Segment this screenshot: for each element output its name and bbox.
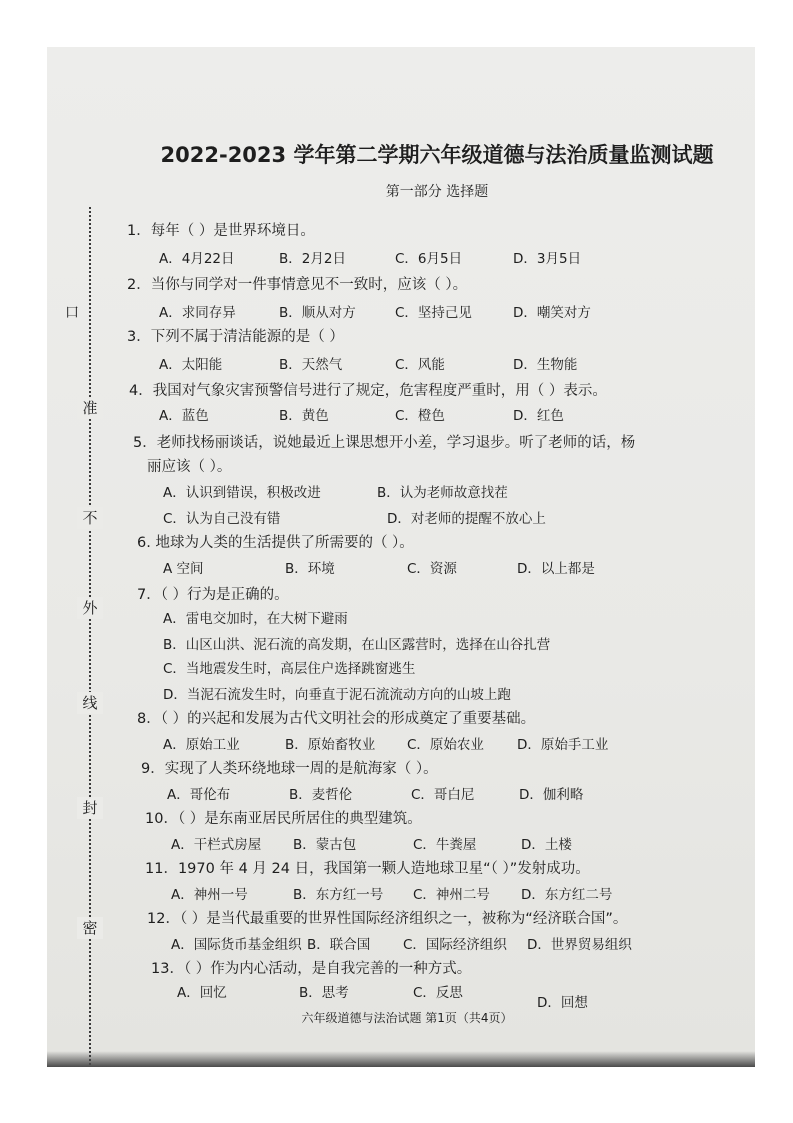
option: A．原始工业 xyxy=(163,737,240,753)
option: C．神州二号 xyxy=(413,887,490,903)
option: B．2月2日 xyxy=(279,251,346,267)
question-12: 12．（ ）是当代最重要的世界性国际经济组织之一，被称为“经济联合国”。 xyxy=(147,911,628,927)
binding-char: 外 xyxy=(77,597,103,619)
question-11: 11．1970 年 4 月 24 日，我国第一颗人造地球卫星“（ ）”发射成功。 xyxy=(145,861,590,877)
option: D．东方红二号 xyxy=(521,887,613,903)
question-13: 13．（ ）作为内心活动，是自我完善的一种方式。 xyxy=(151,961,472,977)
option: D．原始手工业 xyxy=(517,737,609,753)
option: C．牛粪屋 xyxy=(413,837,477,853)
question-5-continued: 丽应该（ ）。 xyxy=(147,459,232,475)
option: B．蒙古包 xyxy=(293,837,357,853)
question-5: 5．老师找杨丽谈话，说她最近上课思想开小差，学习退步。听了老师的话，杨 xyxy=(133,435,636,451)
photo-shadow xyxy=(47,1051,755,1067)
question-6: 6. 地球为人类的生活提供了所需要的（ ）。 xyxy=(137,535,414,551)
option: B．认为老师故意找茬 xyxy=(377,485,508,501)
option: A．干栏式房屋 xyxy=(171,837,262,853)
option: C．认为自己没有错 xyxy=(163,511,281,527)
question-4: 4．我国对气象灾害预警信号进行了规定，危害程度严重时，用（ ）表示。 xyxy=(129,383,607,399)
option: D．3月5日 xyxy=(513,251,582,267)
option: A 空间 xyxy=(163,561,204,577)
option: B．黄色 xyxy=(279,408,329,424)
binding-mark: 口 xyxy=(65,305,79,321)
binding-char: 封 xyxy=(77,797,103,819)
option: A．求同存异 xyxy=(159,305,236,321)
question-3: 3．下列不属于清洁能源的是（ ） xyxy=(127,329,344,345)
option: B．麦哲伦 xyxy=(289,787,353,803)
option: D．对老师的提醒不放心上 xyxy=(387,511,546,527)
option: B．联合国 xyxy=(307,937,371,953)
question-10: 10．（ ）是东南亚居民所居住的典型建筑。 xyxy=(145,811,422,827)
option: C．当地震发生时，高层住户选择跳窗逃生 xyxy=(163,661,416,677)
question-2: 2．当你与同学对一件事情意见不一致时，应该（ ）。 xyxy=(127,277,468,293)
option: A．4月22日 xyxy=(159,251,235,267)
option: B．环境 xyxy=(285,561,335,577)
option: A．回忆 xyxy=(177,985,227,1001)
option: B．东方红一号 xyxy=(293,887,384,903)
option: C．反思 xyxy=(413,985,463,1001)
exam-title: 2022-2023 学年第二学期六年级道德与法治质量监测试题 xyxy=(160,143,714,167)
option: A．神州一号 xyxy=(171,887,248,903)
option: D．回想 xyxy=(537,995,588,1011)
option: D．世界贸易组织 xyxy=(527,937,632,953)
binding-char: 不 xyxy=(77,507,103,529)
option: C．原始农业 xyxy=(407,737,484,753)
option: C．风能 xyxy=(395,357,445,373)
binding-char: 线 xyxy=(77,692,103,714)
option: D．生物能 xyxy=(513,357,578,373)
option: B．天然气 xyxy=(279,357,343,373)
binding-margin xyxy=(65,207,109,1067)
option: A．太阳能 xyxy=(159,357,223,373)
option: A．哥伦布 xyxy=(167,787,231,803)
section-heading: 第一部分 选择题 xyxy=(385,184,489,200)
exam-photo xyxy=(47,47,755,1067)
question-7: 7．（ ）行为是正确的。 xyxy=(137,587,289,603)
option: D．当泥石流发生时，向垂直于泥石流流动方向的山坡上跑 xyxy=(163,687,511,703)
binding-char: 密 xyxy=(77,917,103,939)
option: D．土楼 xyxy=(521,837,572,853)
option: C．橙色 xyxy=(395,408,445,424)
question-1: 1．每年（ ）是世界环境日。 xyxy=(127,223,315,239)
option: B．山区山洪、泥石流的高发期，在山区露营时，选择在山谷扎营 xyxy=(163,637,551,653)
option: D．伽利略 xyxy=(519,787,584,803)
option: C．6月5日 xyxy=(395,251,463,267)
option: C．国际经济组织 xyxy=(403,937,507,953)
question-9: 9．实现了人类环绕地球一周的是航海家（ ）。 xyxy=(141,761,438,777)
option: C．哥白尼 xyxy=(411,787,475,803)
option: B．思考 xyxy=(299,985,349,1001)
option: C．资源 xyxy=(407,561,457,577)
question-8: 8．（ ）的兴起和发展为古代文明社会的形成奠定了重要基础。 xyxy=(137,711,536,727)
option: D．嘲笑对方 xyxy=(513,305,591,321)
binding-char: 准 xyxy=(77,397,103,419)
option: B．顺从对方 xyxy=(279,305,356,321)
option: C．坚持己见 xyxy=(395,305,472,321)
option: A．认识到错误，积极改进 xyxy=(163,485,321,501)
option: A．雷电交加时，在大树下避雨 xyxy=(163,611,348,627)
option: D．红色 xyxy=(513,408,564,424)
option: A．国际货币基金组织 xyxy=(171,937,302,953)
option: B．原始畜牧业 xyxy=(285,737,376,753)
page-footer: 六年级道德与法治试题 第1页（共4页） xyxy=(301,1011,513,1025)
option: D．以上都是 xyxy=(517,561,595,577)
option: A．蓝色 xyxy=(159,408,209,424)
